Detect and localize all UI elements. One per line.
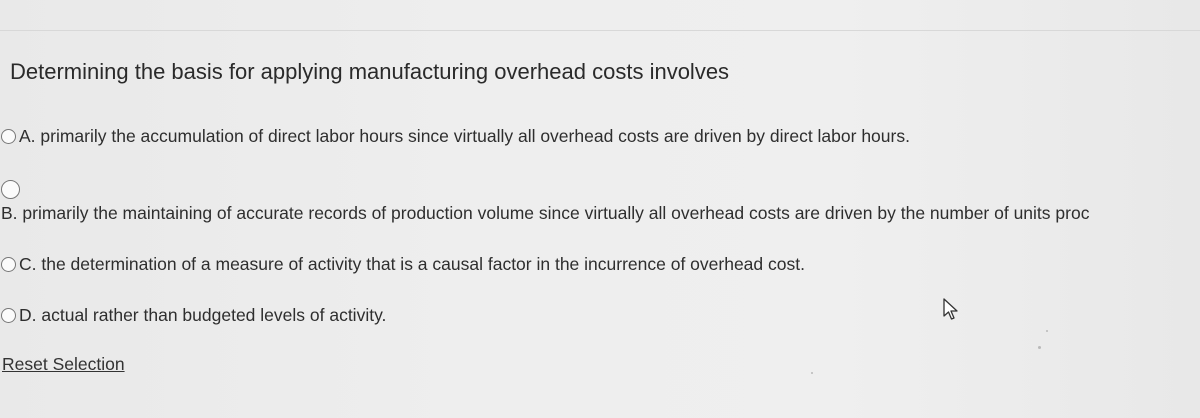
top-divider [0,30,1200,31]
option-d-label: D. actual rather than budgeted levels of activity. [19,305,387,325]
dust-speck [1038,346,1041,349]
reset-selection-link[interactable]: Reset Selection [2,354,125,374]
mouse-pointer-icon [941,297,961,321]
dust-speck [811,372,813,374]
option-c-label: C. the determination of a measure of activity that is a causal factor in the incurrence of overhead cost. [19,254,805,274]
option-c[interactable] [0,254,805,275]
radio-button-icon[interactable] [1,257,16,272]
dust-speck [1046,330,1048,332]
option-a-label: A. primarily the accumulation of direct labor hours since virtually all overhead costs are driven by direct labor hours. [19,126,910,146]
option-b-label: B. primarily the maintaining of accurate records of production volume since virtually all overhead costs are driven by the number of units proc [1,203,1090,223]
radio-button-icon[interactable] [1,129,16,144]
option-b[interactable] [1,203,1089,224]
option-a[interactable] [0,126,910,147]
radio-button-icon[interactable] [1,308,16,323]
radio-button-icon[interactable] [1,180,20,199]
option-d[interactable] [0,305,386,326]
question-text: Determining the basis for applying manufacturing overhead costs involves [10,59,730,84]
